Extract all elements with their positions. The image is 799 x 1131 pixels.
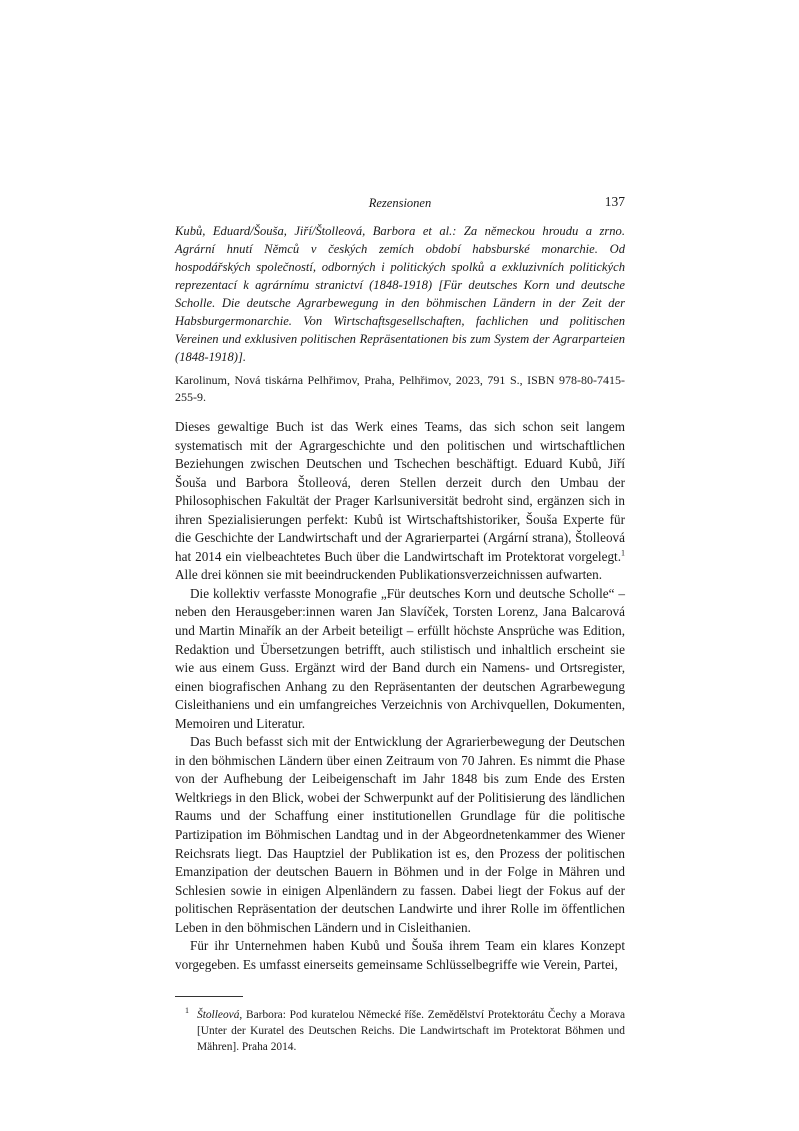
page-number: 137: [604, 194, 625, 209]
paragraph-1-text-end: Alle drei können sie mit beeindruckenden Publikationsverzeichnissen aufwarten.: [175, 567, 602, 583]
paragraph-1: [175, 418, 625, 585]
paragraph-1-text: Dieses gewaltige Buch ist das Werk eines Teams, das sich schon seit langem systematisch mit der Agrargeschichte und den politischen und wirtschaftlichen Beziehungen zwischen Deutschen und Tschechen beschäftigt. Eduard Kubů, Jiří Šouša und Barbora Štolleová, deren Stellen derzeit durch den Umbau der Philosophischen Fakultät der Prager Karlsuniversität bedroht sind, ergänzen sich in ihren Spezialisierungen perfekt: Kubů ist Wirtschaftshistoriker, Šouša Experte für die Geschichte der Landwirtschaft und der Agrarierpartei (Argární strana), Štolleová hat 2014 ein vielbeachtetes Buch über die Landwirtschaft im Protektorat vorgelegt.: [175, 419, 625, 564]
bibliographic-title: Kubů, Eduard/Šouša, Jiří/Štolleová, Barbora et al.: Za německou hroudu a zrno. Agrární hnutí Němců v českých zemích období habsburské monarchie. Od hospodářských společností, odborných i politických spolků a exkluzivních politických reprezentací k agrárnímu stranictví (1848-1918) [Für deutsches Korn und deutsche Scholle. Die deutsche Agrarbewegung in den böhmischen Ländern in der Zeit der Habsburgermonarchie. Von Wirtschaftsgesellschaften, fachlichen und politischen Vereinen und exklusiven politischen Repräsentationen bis zum System der Agrarparteien (1848-1918)].: [175, 224, 625, 364]
footnote-number: 1: [185, 1006, 189, 1016]
footnote-text: , Barbora: Pod kuratelou Německé říše. Zemědělství Protektorátu Čechy a Morava [Unter der Kuratel des Deutschen Reichs. Die Landwirtschaft im Protektorat Böhmen und Mähren]. Praha 2014.: [197, 1009, 625, 1054]
footnote-reference[interactable]: 1: [621, 548, 625, 558]
page: [175, 190, 625, 1055]
paragraph-4: Für ihr Unternehmen haben Kubů und Šouša ihrem Team ein klares Konzept vorgegeben. Es umfasst einerseits gemeinsame Schlüsselbegriffe wie Verein, Partei,: [175, 938, 625, 972]
paragraph-3: Das Buch befasst sich mit der Entwicklung der Agrarierbewegung der Deutschen in den böhmischen Ländern über einen Zeitraum von 70 Jahren. Es nimmt die Phase von der Aufhebung der Leibeigenschaft im Jahr 1848 bis zum Ende des Ersten Weltkriegs in den Blick, wobei der Schwerpunkt auf der Politisierung des ländlichen Raums und der Schaffung einer institutionellen Grundlage für die politische Partizipation im Böhmischen Landtag und in der Abgeordnetenkammer des Wiener Reichsrats liegt. Das Hauptziel der Publikation ist es, den Prozess der politischen Emanzipation der deutschen Bauern in Böhmen und in der Folge in Mähren und Schlesien sowie in einigen Alpenländern zu fassen. Dabei liegt der Fokus auf der politischen Repräsentation der deutschen Landwirte und ihrer Rolle im öffentlichen Leben in den böhmischen Ländern und in Cisleithanien.: [175, 734, 625, 935]
review-body: [175, 418, 625, 974]
paragraph-2: Die kollektiv verfasste Monografie „Für deutsches Korn und deutsche Scholle“ – neben den Herausgeber:innen waren Jan Slavíček, Torsten Lorenz, Jana Balcarová und Martin Minařík an der Arbeit beteiligt – erfüllt höchste Ansprüche was Edition, Redaktion und Übersetzungen betrifft, auch stilistisch und inhaltlich erscheint sie wie aus einem Guss. Ergänzt wird der Band durch ein Namens- und Ortsregister, einen biografischen Anhang zu den Repräsentanten der deutschen Agrarbewegung Cisleithaniens und ein umfangreiches Verzeichnis von Archivquellen, Dokumenten, Memoiren und Literatur.: [175, 585, 625, 731]
running-head: [175, 190, 625, 214]
footnote-author: Štolleová: [197, 1009, 240, 1022]
footnote-divider: [175, 996, 243, 997]
section-title: Rezensionen: [368, 196, 432, 210]
footnote: [175, 1007, 625, 1055]
bibliographic-publication: Karolinum, Nová tiskárna Pelhřimov, Praha, Pelhřimov, 2023, 791 S., ISBN 978-80-7415-255-9.: [175, 373, 625, 404]
